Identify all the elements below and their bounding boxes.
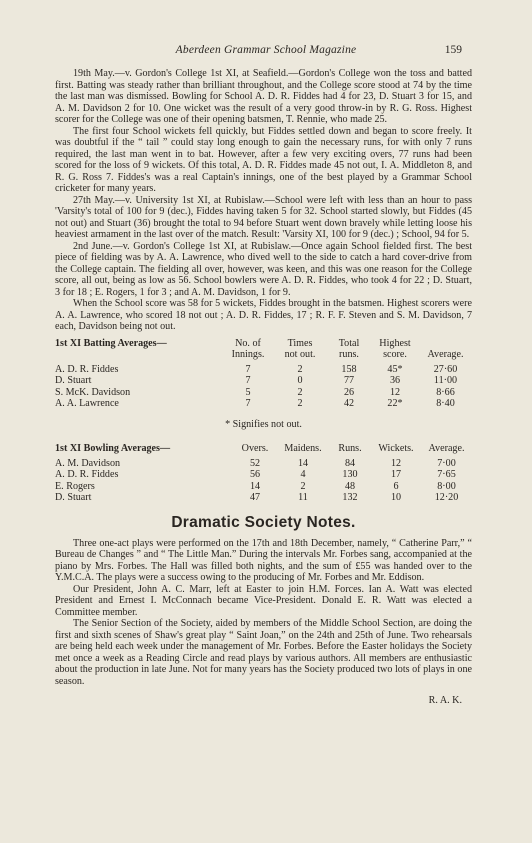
- average-cell: 7·65: [437, 469, 456, 481]
- paragraph-dramatic-senior-section: The Senior Section of the Society, aided by members of the Middle School Section, are doing the first and sixth scenes of Shaw's great play “ Saint Joan,” on the 24th and 25th of June. Two rehearsals are being held each week under the management of Mr. Forbes. Before the Easter holidays the Society met once a week as a Reading Circle and read plays by various authors. All members are enthusiastic about the production in late June. Not for many years has the Society produced two lots of plays in one season.: [55, 618, 472, 687]
- batting-header: score.: [383, 348, 407, 360]
- batting-header: No. of: [235, 337, 261, 349]
- player-name: E. Rogers: [55, 480, 95, 492]
- runs-cell: 48: [344, 480, 356, 492]
- table-row: [55, 481, 472, 492]
- average-cell: 8·66: [436, 386, 455, 398]
- table-row: [55, 469, 472, 480]
- paragraph-university-match: 27th May.—v. University 1st XI, at Rubislaw.—School were left with less than an hour to pass 'Varsity's total of 100 for 9 (dec.), Fiddes having taken 5 for 32. School started slowly, but Fiddes (45 not out) and Stuart (36) brought the total to 94 before Stuart went down bravely while letting loose his heaviest armament in the last over of the match. Result: 'Varsity XI, 100 for 9 (dec.) ; School, 94 for 5.: [55, 194, 472, 240]
- table-row: [55, 364, 472, 375]
- not-out-cell: 2: [297, 386, 303, 398]
- magazine-title: Aberdeen Grammar School Magazine: [175, 44, 357, 56]
- batting-header: Highest: [379, 337, 411, 349]
- player-name: S. McK. Davidson: [55, 386, 131, 398]
- batting-header: runs.: [339, 348, 359, 360]
- runs-cell: 26: [343, 386, 355, 398]
- page-body: [55, 68, 472, 707]
- paragraph-dramatic-officers: Our President, John A. C. Marr, left at Easter to join H.M. Forces. Ian A. Watt was elected President and Ernest I. McConnach became Vice-President. Donald E. R. Watt was elected a Committee member.: [55, 583, 472, 618]
- average-cell: 8·40: [436, 397, 455, 409]
- table-row: [55, 492, 472, 503]
- innings-cell: 7: [245, 375, 251, 387]
- paragraph-dramatic-plays: Three one-act plays were performed on the 17th and 18th December, namely, “ Catherine Parr,” “ Bureau de Changes ” and “ The Little Man.” During the intervals Mr. Forbes sang, accompanied at the piano by Mrs. Forbes. The Hall was filled both nights, and the sum of £55 was handed over to the Y.M.C.A. The plays were a success owing to the producing of Mr. Forbes and Mr. Eddison.: [55, 537, 472, 584]
- wickets-cell: 6: [393, 480, 399, 492]
- overs-cell: 56: [249, 469, 261, 481]
- author-signature: R. A. K.: [428, 695, 462, 707]
- batting-header: Total: [338, 337, 360, 349]
- player-name: A. A. Lawrence: [55, 397, 119, 409]
- table-row: [55, 398, 472, 409]
- batting-header: Innings.: [231, 348, 265, 360]
- overs-cell: 52: [249, 458, 261, 470]
- batting-header: not out.: [284, 348, 316, 360]
- highest-cell: 45*: [387, 364, 403, 376]
- player-name: A. D. R. Fiddes: [55, 469, 119, 481]
- runs-cell: 130: [342, 469, 358, 481]
- batting-header: Average.: [427, 348, 464, 360]
- runs-cell: 42: [343, 397, 355, 409]
- highest-cell: 36: [389, 375, 401, 387]
- highest-cell: 12: [389, 386, 401, 398]
- average-cell: 27·60: [433, 364, 458, 376]
- bowling-averages-table: [55, 443, 472, 503]
- runs-cell: 84: [344, 458, 356, 470]
- wickets-cell: 10: [390, 491, 402, 503]
- runs-cell: 132: [342, 491, 358, 503]
- maidens-cell: 11: [298, 491, 308, 503]
- average-cell: 12·20: [434, 491, 459, 503]
- bowling-caption: 1st XI Bowling Averages—: [55, 442, 171, 454]
- highest-cell: 22*: [387, 397, 403, 409]
- paragraph-gordons-match-3: 2nd June.—v. Gordon's College 1st XI, at Rubislaw.—Once again School fielded first. The best piece of fielding was by A. A. Lawrence, who dived well to the side to catch a hard cover-drive from the College captain. The fielding all over, however, was keen, and this was one reason for the College score, all out, being as low as 56. School bowlers were A. D. R. Fiddes, who took 4 for 22 ; D. Stuart, 3 for 18 ; E. Rogers, 1 for 3 ; and A. M. Davidson, 1 for 9.: [55, 240, 472, 298]
- not-out-cell: 2: [297, 397, 303, 409]
- bowling-header: Runs.: [338, 442, 362, 454]
- batting-header: [419, 338, 472, 349]
- overs-cell: 14: [249, 480, 261, 492]
- wickets-cell: 12: [390, 458, 402, 470]
- innings-cell: 7: [245, 397, 251, 409]
- player-name: A. D. R. Fiddes: [55, 364, 119, 376]
- running-header: [0, 44, 532, 60]
- bowling-header: Overs.: [241, 442, 269, 454]
- not-out-footnote: * Signifies not out.: [225, 419, 302, 431]
- paragraph-gordons-match-2: The first four School wickets fell quickly, but Fiddes settled down and began to score freely. It was doubtful if the “ tail ” could stay long enough to gain the necessary runs, for with only 7 runs required, the last man went in to bat. However, after a few very exciting overs, 77 runs had been scored for the loss of 9 wickets. Of this total, A. D. R. Fiddes made 45 not out, I. A. Middleton 8, and R. G. Ross 7. Fiddes's was a real Captain's innings, one of the best played by a Grammar School cricketer for many years.: [55, 125, 472, 194]
- player-name: A. M. Davidson: [55, 458, 121, 470]
- table-row: [55, 387, 472, 398]
- wickets-cell: 17: [390, 469, 402, 481]
- innings-cell: 7: [245, 364, 251, 376]
- table-row: [55, 458, 472, 469]
- paragraph-gordons-match-4: When the School score was 58 for 5 wickets, Fiddes brought in the batsmen. Highest scorers were A. A. Lawrence, who scored 18 not out ; A. D. R. Fiddes, 17 ; R. F. F. Steven and S. M. Davidson, 7 each, Davidson being not out.: [55, 298, 472, 332]
- bowling-header: Maidens.: [284, 442, 322, 454]
- overs-cell: 47: [249, 491, 261, 503]
- table-row: [55, 375, 472, 386]
- page-number: 159: [444, 44, 462, 56]
- section-heading: Dramatic Society Notes.: [171, 514, 356, 532]
- player-name: D. Stuart: [55, 491, 92, 503]
- player-name: D. Stuart: [55, 375, 92, 387]
- batting-averages-table: [55, 338, 472, 410]
- bowling-header: Wickets.: [378, 442, 414, 454]
- maidens-cell: 4: [300, 469, 306, 481]
- average-cell: 11·00: [433, 375, 458, 387]
- average-cell: 7·00: [437, 458, 456, 470]
- not-out-cell: 0: [297, 375, 303, 387]
- innings-cell: 5: [245, 386, 251, 398]
- maidens-cell: 14: [297, 458, 309, 470]
- runs-cell: 77: [343, 375, 355, 387]
- not-out-cell: 2: [297, 364, 303, 376]
- paragraph-gordons-match-1: 19th May.—v. Gordon's College 1st XI, at Seafield.—Gordon's College won the toss and batted first. Batting was steady rather than brilliant throughout, and the College score stood at 74 by the time the last man was dismissed. Bowling for School A. D. R. Fiddes had 4 for 23, D. Stuart 3 for 15, and A. M. Davidson 2 for 10. One wicket was the result of a very good throw-in by R. G. Ross. Highest scorer for the College was one of their opening batsmen, T. Rennie, who made 25.: [55, 68, 472, 125]
- runs-cell: 158: [341, 364, 357, 376]
- batting-caption: 1st XI Batting Averages—: [55, 337, 167, 349]
- maidens-cell: 2: [300, 480, 306, 492]
- batting-header: Times: [287, 337, 313, 349]
- average-cell: 8·00: [437, 480, 456, 492]
- bowling-header: Average.: [428, 442, 465, 454]
